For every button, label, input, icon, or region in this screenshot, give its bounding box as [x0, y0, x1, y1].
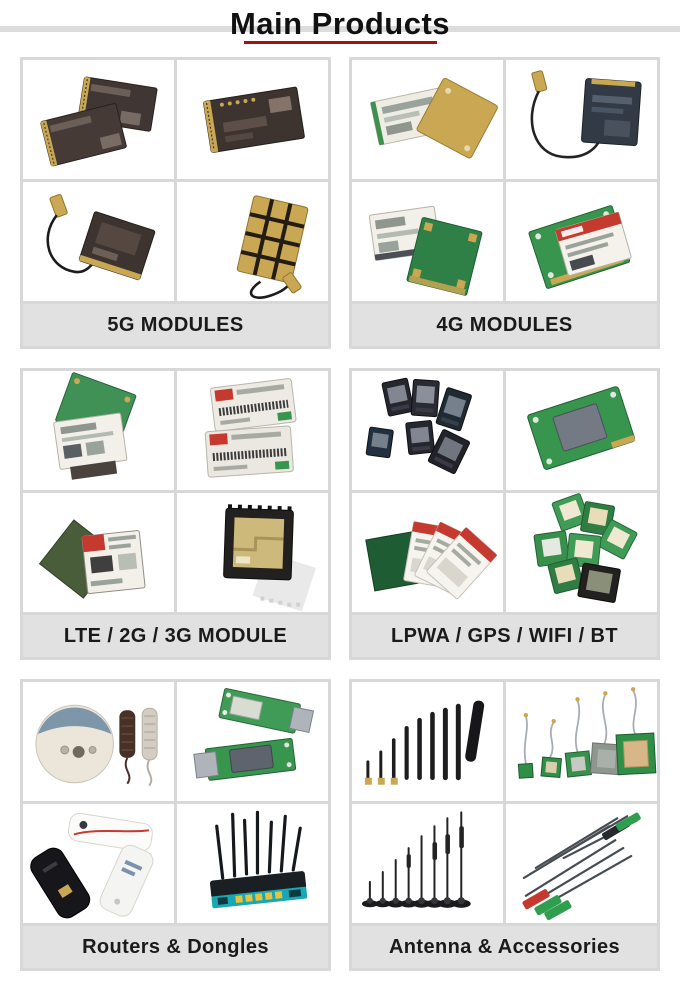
photo-round-tracker-with-usb-cables — [23, 682, 174, 801]
shielded-module-tape-illustration — [177, 493, 328, 612]
photo-grid — [23, 371, 328, 612]
4g-m2-module-cable-illustration — [506, 60, 657, 179]
photo-rubber-duck-antennas-row — [352, 682, 503, 801]
product-sections-grid — [20, 57, 660, 971]
photo-5g-module-board — [177, 60, 328, 179]
5g-module-cable-illustration — [23, 182, 174, 301]
photo-4g-module-on-adapter-board — [506, 182, 657, 301]
photo-grid — [352, 682, 657, 923]
rod-antennas-illustration — [506, 804, 657, 923]
section-4g-modules — [349, 57, 660, 349]
photo-mini-pcie-lte-module — [23, 371, 174, 490]
photo-2g-module-and-green-pcb — [23, 493, 174, 612]
photo-flexible-rod-antennas-fan — [506, 804, 657, 923]
category-label-lpwa-gps-wifi-bt: LPWA / GPS / WIFI / BT — [352, 615, 657, 657]
photo-gold-5g-module-with-antenna-cable — [177, 182, 328, 301]
section-antenna-accessories — [349, 679, 660, 971]
2g-module-illustration — [23, 493, 174, 612]
category-label-lte-2g-3g: LTE / 2G / 3G MODULE — [23, 615, 328, 657]
photo-two-labeled-lte-modules — [177, 371, 328, 490]
section-routers-dongles — [20, 679, 331, 971]
photo-4g-module-with-gold-shield — [352, 60, 503, 179]
page-header — [0, 0, 680, 44]
two-labeled-modules-illustration — [177, 371, 328, 490]
router-illustration — [177, 804, 328, 923]
category-label-routers-dongles: Routers & Dongles — [23, 926, 328, 968]
photo-grid — [352, 371, 657, 612]
photo-4g-m2-module-with-antenna-cable — [506, 60, 657, 179]
photo-usb-dongle-pcb-boards — [177, 682, 328, 801]
lpwa-modules-illustration — [352, 493, 503, 612]
gold-5g-module-illustration — [177, 182, 328, 301]
photo-wifi-bt-modules-scattered — [352, 371, 503, 490]
section-5g-modules — [20, 57, 331, 349]
wifi-bt-modules-illustration — [352, 371, 503, 490]
photo-mini-pcie-wifi-board — [506, 371, 657, 490]
category-label-antenna-accessories: Antenna & Accessories — [352, 926, 657, 968]
two-5g-modules-illustration — [23, 60, 174, 179]
photo-gps-patch-antennas-with-cables — [506, 682, 657, 801]
rubber-duck-antennas-illustration — [352, 682, 503, 801]
photo-two-5g-m2-modules — [23, 60, 174, 179]
photo-lpwa-modules-fanned — [352, 493, 503, 612]
section-lte-2g-3g-module — [20, 368, 331, 660]
category-label-5g-modules: 5G MODULES — [23, 304, 328, 346]
photo-grid — [352, 60, 657, 301]
photo-two-mini-pcie-modules — [352, 182, 503, 301]
photo-magnetic-base-antennas-row — [352, 804, 503, 923]
4g-module-adapter-illustration — [506, 182, 657, 301]
photo-5g-module-with-antenna-cable — [23, 182, 174, 301]
photo-grid — [23, 682, 328, 923]
5g-module-board-illustration — [177, 60, 328, 179]
mini-pcie-lte-illustration — [23, 371, 174, 490]
title-red-underline — [244, 41, 437, 44]
magnetic-base-antennas-illustration — [352, 804, 503, 923]
4g-module-gold-shield-illustration — [352, 60, 503, 179]
mini-pcie-wifi-illustration — [506, 371, 657, 490]
three-dongles-illustration — [23, 804, 174, 923]
section-lpwa-gps-wifi-bt — [349, 368, 660, 660]
two-mini-pcie-illustration — [352, 182, 503, 301]
category-label-4g-modules: 4G MODULES — [352, 304, 657, 346]
photo-grid — [23, 60, 328, 301]
photo-shielded-module-in-carrier-tape — [177, 493, 328, 612]
photo-wireless-router-with-antennas — [177, 804, 328, 923]
tracker-device-illustration — [23, 682, 174, 801]
page-title: Main Products — [229, 6, 451, 41]
gps-modules-illustration — [506, 493, 657, 612]
photo-gps-modules-cluster — [506, 493, 657, 612]
patch-antennas-illustration — [506, 682, 657, 801]
photo-three-usb-dongles — [23, 804, 174, 923]
usb-dongle-boards-illustration — [177, 682, 328, 801]
